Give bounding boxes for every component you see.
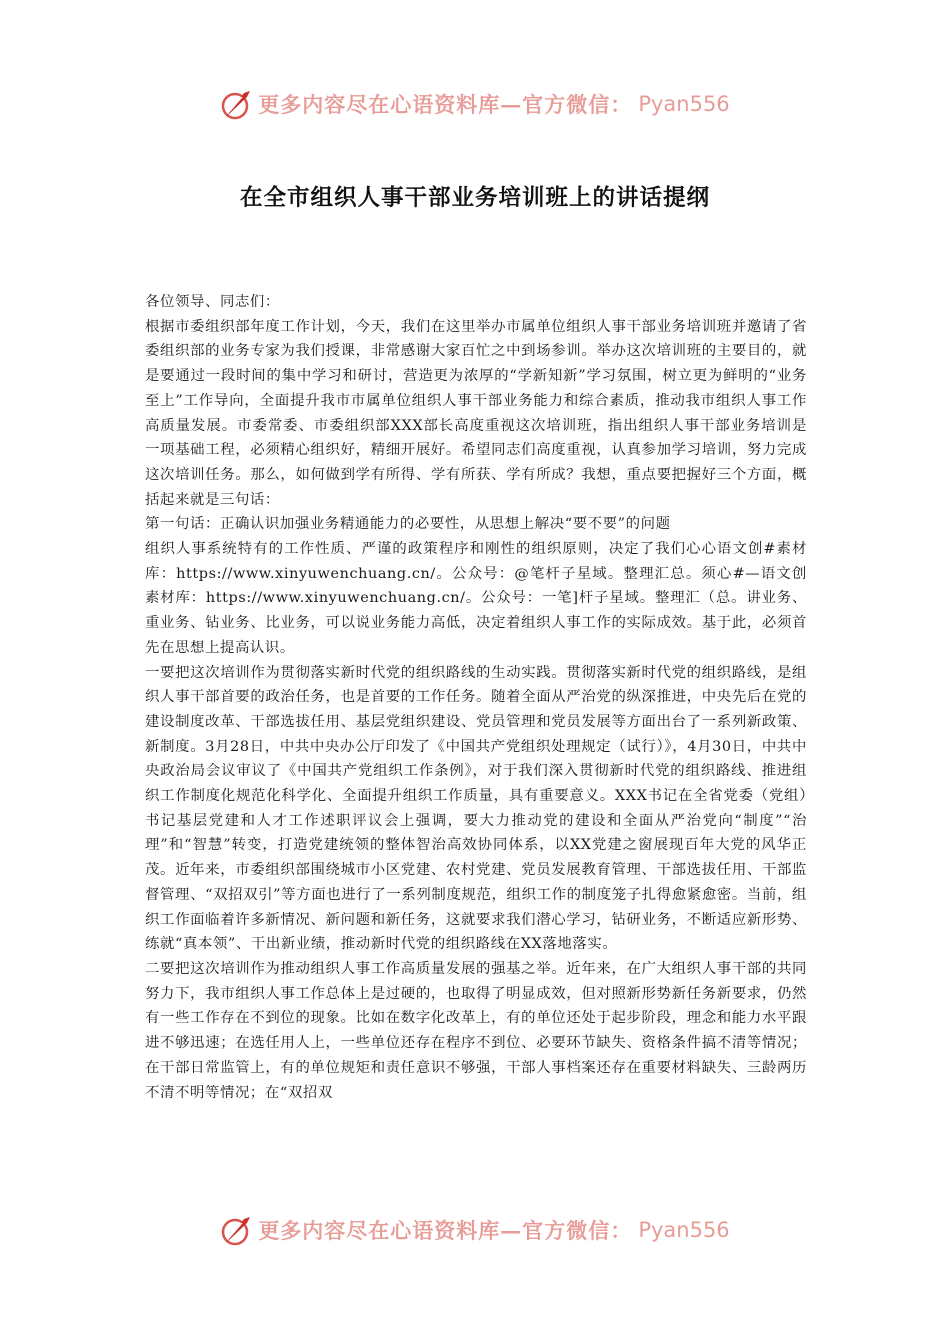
banner-handle: Pyan556 <box>638 1218 730 1242</box>
quill-logo-icon <box>220 1213 254 1247</box>
paragraph: 组织人事系统特有的工作性质、严谨的政策程序和刚性的组织原则，决定了我们心心语文创#素材库：https://www.xinyuwenchuang.cn/。公众号：@笔杆子星域。整理汇总。须心#—语文创素材库：https://www.xinyuwenchuang.cn/。公众号：一笔]杆子星域。整理汇（总。讲业务、重业务、钻业务、比业务，可以说业务能力高低，决定着组织人事工作的实际成效。基于此，必须首先在思想上提高认识。 <box>145 541 807 656</box>
banner-text: 更多内容尽在心语资料库—官方微信： <box>258 1218 633 1243</box>
quill-logo-icon <box>220 87 254 121</box>
banner-handle: Pyan556 <box>638 92 730 116</box>
header-watermark-banner <box>0 84 950 124</box>
section-heading: 第一句话：正确认识加强业务精通能力的必要性，从思想上解决“要不要”的问题 <box>145 516 671 533</box>
footer-watermark-banner <box>0 1210 950 1250</box>
paragraph-salutation: 各位领导、同志们： <box>145 294 280 310</box>
document-title: 在全市组织人事干部业务培训班上的讲话提纲 <box>239 185 710 211</box>
document-body <box>145 290 807 1105</box>
paragraph: 一要把这次培训作为贯彻落实新时代党的组织路线的生动实践。贯彻落实新时代党的组织路线，是组织人事干部首要的政治任务，也是首要的工作任务。随着全面从严治党的纵深推进，中央先后在党的建设制度改革、干部选拔任用、基层党组织建设、党员管理和党员发展等方面出台了一系列新政策、新制度。3月28日，中共中央办公厅印发了《中国共产党组织处理规定（试行）》，4月30日，中共中央政治局会议审议了《中国共产党组织工作条例》，对于我们深入贯彻新时代党的组织路线、推进组织工作制度化规范化科学化、全面提升组织工作质量，具有重要意义。XXX书记在全省党委（党组）书记基层党建和人才工作述职评议会上强调，要大力推动党的建设和全面从严治党向“制度”“治理”和“智慧”转变，打造党建统领的整体智治高效协同体系，以XX党建之窗展现百年大党的风华正茂。近年来，市委组织部围绕城市小区党建、农村党建、党员发展教育管理、干部选拔任用、干部监督管理、“双招双引”等方面也进行了一系列制度规范，组织工作的制度笼子扎得愈紧愈密。当前，组织工作面临着许多新情况、新问题和新任务，这就要求我们潜心学习，钻研业务，不断适应新形势、练就“真本领”、干出新业绩，推动新时代党的组织路线在XX落地落实。 <box>145 664 807 953</box>
paragraph: 二要把这次培训作为推动组织人事工作高质量发展的强基之举。近年来，在广大组织人事干部的共同努力下，我市组织人事工作总体上是过硬的，也取得了明显成效，但对照新形势新任务新要求，仍然有一些工作存在不到位的现象。比如在数字化改革上，有的单位还处于起步阶段，理念和能力水平跟进不够迅速；在选任用人上，一些单位还存在程序不到位、必要环节缺失、资格条件搞不清等情况；在干部日常监管上，有的单位规矩和责任意识不够强，干部人事档案还存在重要材料缺失、三龄两历不清不明等情况；在“双招双 <box>145 960 807 1101</box>
paragraph: 根据市委组织部年度工作计划，今天，我们在这里举办市属单位组织人事干部业务培训班并邀请了省委组织部的业务专家为我们授课，非常感谢大家百忙之中到场参训。举办这次培训班的主要目的，就是要通过一段时间的集中学习和研讨，营造更为浓厚的“学新知新”学习氛围，树立更为鲜明的“业务至上”工作导向，全面提升我市市属单位组织人事干部业务能力和综合素质，推动我市组织人事工作高质量发展。市委常委、市委组织部XXX部长高度重视这次培训班，指出组织人事干部业务培训是一项基础工程，必须精心组织好，精细开展好。希望同志们高度重视，认真参加学习培训，努力完成这次培训任务。那么，如何做到学有所得、学有所获、学有所成？我想，重点要把握好三个方面，概括起来就是三句话： <box>145 318 807 508</box>
banner-text: 更多内容尽在心语资料库—官方微信： <box>258 92 633 117</box>
